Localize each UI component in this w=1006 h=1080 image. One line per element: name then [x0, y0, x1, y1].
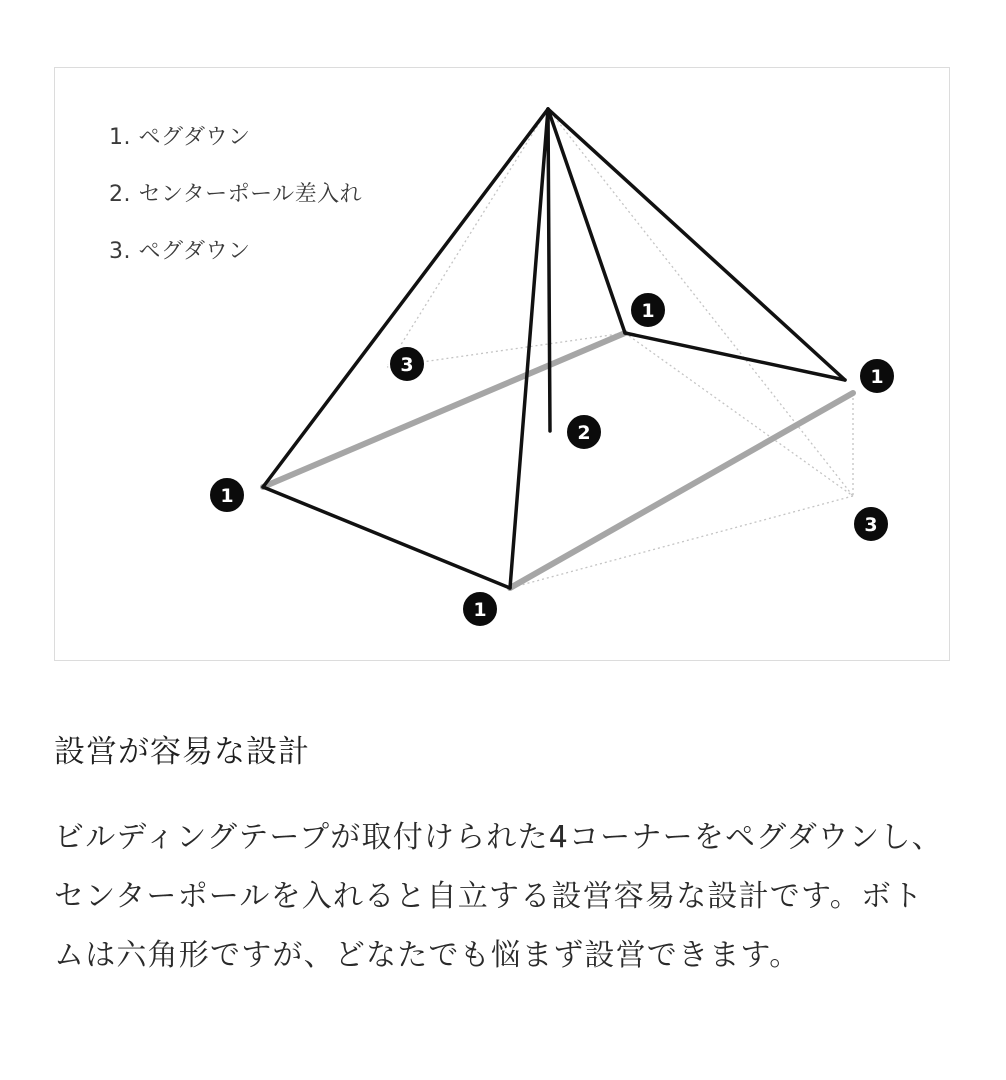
svg-text:1: 1: [641, 300, 655, 322]
svg-text:3: 3: [864, 514, 878, 536]
badge-corner-right: [859, 358, 895, 394]
svg-text:2: 2: [577, 422, 591, 444]
svg-text:1: 1: [870, 366, 884, 388]
badge-corner-back: [630, 292, 666, 328]
section-title: 設営が容易な設計: [54, 734, 310, 770]
section-description: ビルディングテープが取付けられた4コーナーをペグダウンし、センターポールを入れると自立する設営容易な設計です。ボトムは六角形ですが、どなたでも悩まず設営できます。: [54, 820, 943, 973]
edge-front-left: [263, 487, 510, 588]
edge-apex-right: [548, 109, 845, 380]
tape-left: [263, 333, 625, 487]
hidden-edges: [387, 109, 853, 588]
edge-apex-left: [263, 109, 548, 487]
badge-side-left: [389, 346, 425, 382]
svg-text:3: 3: [400, 354, 414, 376]
tape-right: [510, 393, 853, 588]
center-pole: [548, 109, 550, 431]
badge-corner-front: [462, 591, 498, 627]
badge-corner-left: [209, 477, 245, 513]
svg-text:1: 1: [473, 599, 487, 621]
step-1-label: 1. ペグダウン: [109, 125, 251, 150]
hidden-edge-base-right: [510, 496, 853, 588]
badge-center-pole: [566, 414, 602, 450]
tent-pyramid-illustration: [55, 68, 951, 662]
step-2-label: 2. センターポール差入れ: [109, 182, 363, 207]
badge-side-right: [853, 506, 889, 542]
setup-diagram: [54, 67, 950, 661]
svg-text:1: 1: [220, 485, 234, 507]
hidden-edge-apex-left: [387, 109, 548, 367]
step-3-label: 3. ペグダウン: [109, 239, 251, 264]
